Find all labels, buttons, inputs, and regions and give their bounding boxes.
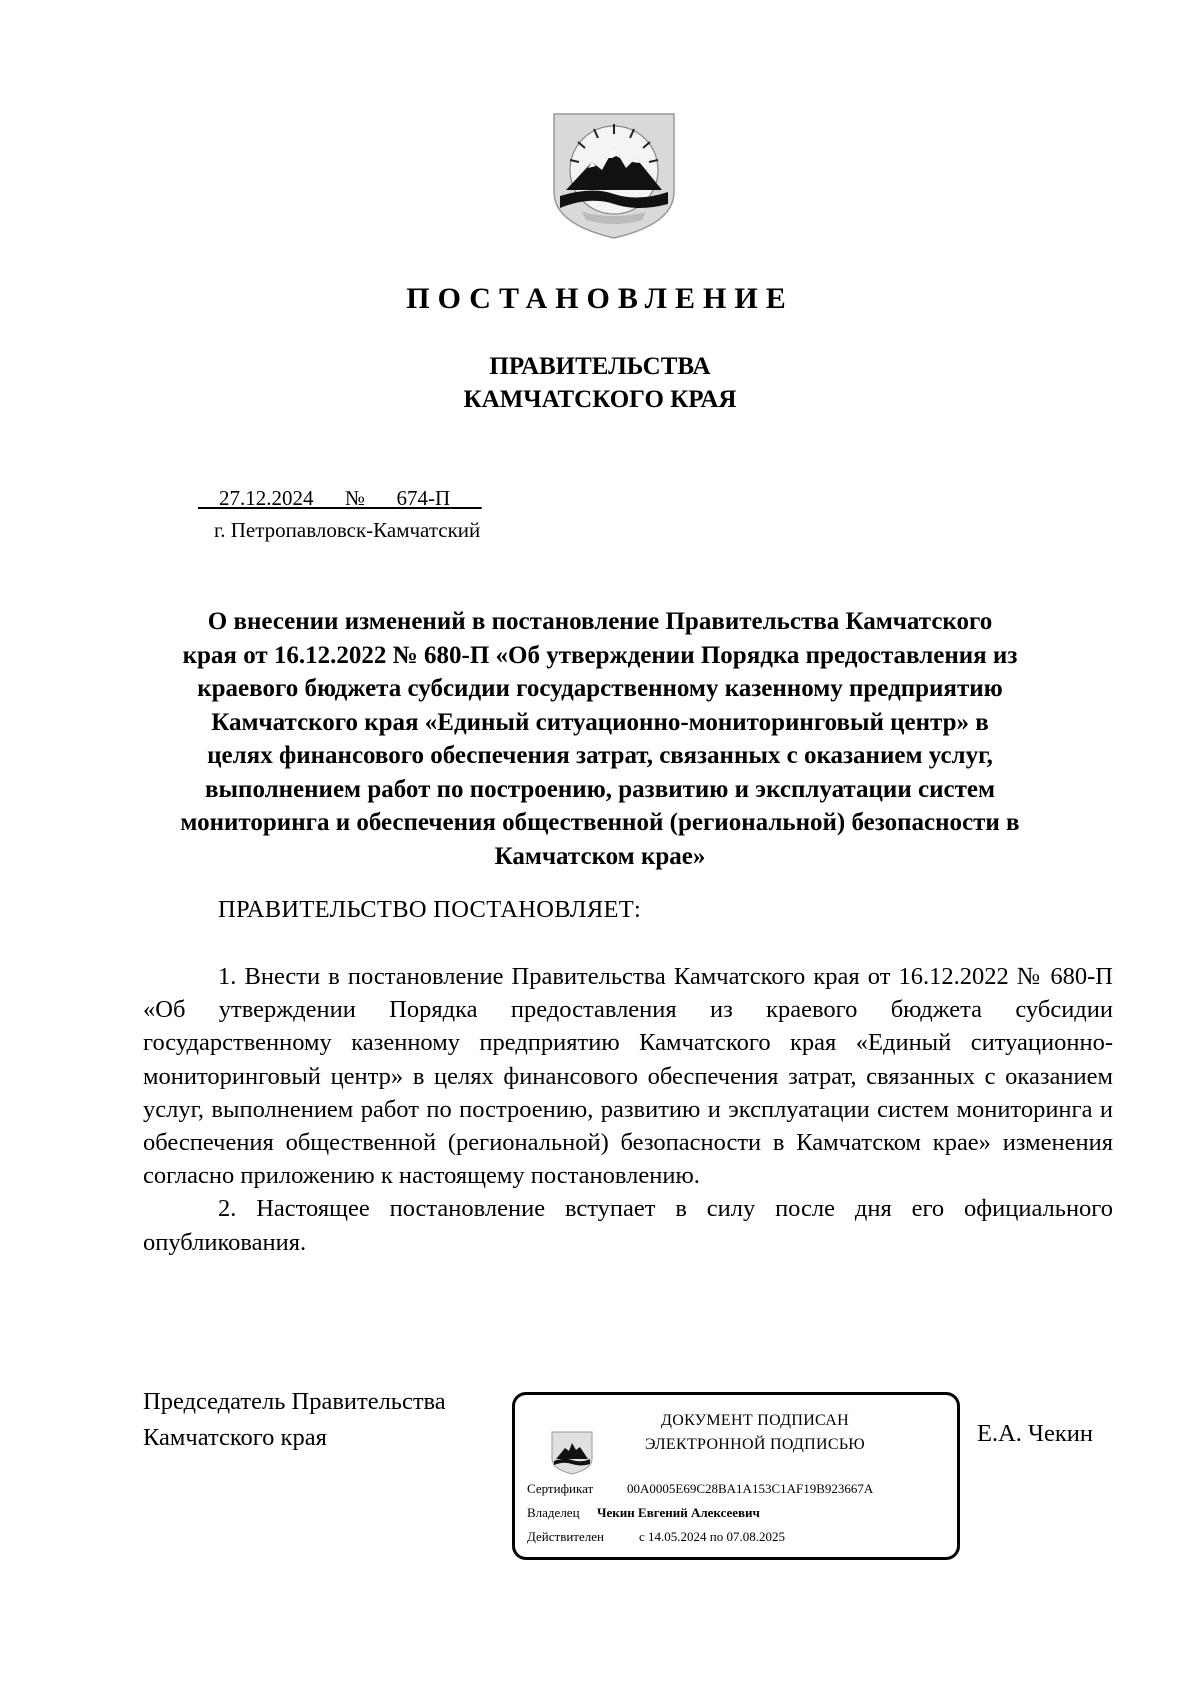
document-title	[140, 605, 1060, 873]
electronic-signature-stamp	[512, 1392, 960, 1560]
document-number: 674-П	[396, 486, 451, 510]
position-line-1: Председатель Правительства	[143, 1388, 446, 1415]
document-place: г. Петропавловск-Камчатский	[214, 518, 481, 542]
issuer-line-1: ПРАВИТЕЛЬСТВА	[489, 353, 711, 380]
certificate-value: 00A0005E69C28BA1A153C1AF19B923667A	[627, 1481, 874, 1496]
title-line: мониторинга и обеспечения общественной (региональной) безопасности в	[180, 809, 1020, 836]
title-line: О внесении изменений в постановление Правительства Камчатского	[207, 608, 993, 635]
number-sign: №	[345, 486, 366, 510]
stamp-heading-line-2: ЭЛЕКТРОННОЙ ПОДПИСЬЮ	[644, 1436, 866, 1453]
title-line: выполнением работ по построению, развитию и эксплуатации систем	[205, 775, 995, 803]
title-line: Камчатском крае»	[494, 842, 706, 870]
signatory-name: Е.А. Чекин	[977, 1420, 1093, 1447]
title-line: края от 16.12.2022 № 680-П «Об утверждении Порядка предоставления из	[182, 641, 1018, 669]
kamchatka-coat-of-arms-icon	[552, 112, 676, 240]
owner-label: Владелец	[527, 1505, 580, 1520]
stamp-certificate-row	[527, 1481, 873, 1497]
document-type-heading: ПОСТАНОВЛЕНИЕ	[406, 282, 794, 315]
decree-statement: ПРАВИТЕЛЬСТВО ПОСТАНОВЛЯЕТ:	[218, 896, 642, 923]
title-line: краевого бюджета субсидии государственному казенному предприятию	[197, 675, 1003, 702]
issuer-line-2: КАМЧАТСКОГО КРАЯ	[463, 386, 737, 413]
paragraph-2: 2. Настоящее постановление вступает в силу после дня его официального опубликования.	[143, 1195, 1113, 1256]
issuer-heading	[0, 350, 1200, 416]
document-body	[143, 960, 1113, 1259]
stamp-heading-line-1: ДОКУМЕНТ ПОДПИСАН	[661, 1412, 849, 1429]
validity-label: Действителен	[527, 1529, 604, 1544]
signatory-position	[143, 1384, 446, 1456]
number-field	[365, 486, 482, 510]
title-line: целях финансового обеспечения затрат, связанных с оказанием услуг,	[207, 742, 993, 769]
validity-value: с 14.05.2024 по 07.08.2025	[639, 1529, 785, 1544]
certificate-label: Сертификат	[527, 1481, 594, 1496]
document-date: 27.12.2024	[219, 486, 314, 510]
stamp-validity-row	[527, 1529, 785, 1545]
title-line: Камчатского края «Единый ситуационно-мониторинговый центр» в	[211, 708, 989, 736]
position-line-2: Камчатского края	[143, 1424, 327, 1451]
date-field	[198, 486, 345, 510]
date-number-line	[198, 486, 482, 511]
stamp-heading	[625, 1409, 885, 1457]
stamp-owner-row	[527, 1505, 760, 1521]
owner-value: Чекин Евгений Алексеевич	[597, 1505, 760, 1520]
paragraph-1: 1. Внести в постановление Правительства Камчатского края от 16.12.2022 № 680-П «Об утверждении Порядка предоставления из краевого бюджета субсидии государственному казенному предприятию Камчатского края «Единый ситуационно-мониторинговый центр» в целях финансового обеспечения затрат, связанных с оказанием услуг, выполнением работ по построению, развитию и эксплуатации систем мониторинга и обеспечения общественной (региональной) безопасности в Камчатском крае» изменения согласно приложению к настоящему постановлению.	[143, 963, 1113, 1190]
stamp-coat-of-arms-icon	[551, 1431, 593, 1475]
